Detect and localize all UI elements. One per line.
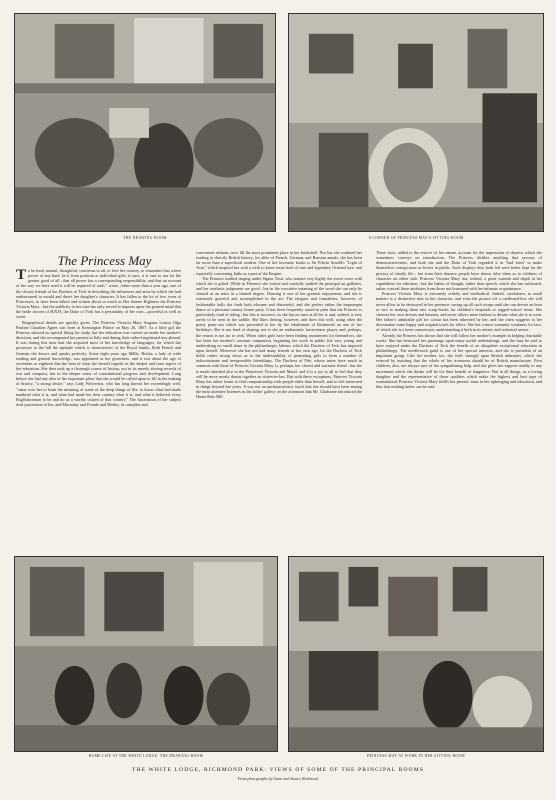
article-column-3 xyxy=(376,250,542,546)
col3-para-2: Princess Victoria Mary is extremely orderly and methodical. Indeed, carefulness in small matters is a distinctive trait in her character, and even the picture off a cardboard-box she will never allow to be destroyed in her presence, saving up all such scraps until she can devote an hour or two to making them into scrap-books for children's hospitals or ragged-school treats. She chooses her own dresses and bonnets, and never allows mere fashion to dictate what she is to wear. Her father's admirable gift for colour has been inherited by her, and she often suggests to her dressmaker some happy and original touch for effect. She has a most womanly weakness for lace, of which she is a keen connoisseur, understanding it both in its artistic and technical senses. xyxy=(376,291,542,333)
caption-princess-at-work: PRINCESS MAY AT WORK IN HER SITTING-ROOM xyxy=(366,754,466,758)
photo-sitting-room-corner xyxy=(288,13,544,232)
caption-drawing-room: THE DRAWING-ROOM xyxy=(123,236,167,240)
caption-sitting-room-corner: A CORNER OF PRINCESS MAY'S SITTING-ROOM xyxy=(368,236,464,240)
home-life-engraving xyxy=(15,557,277,751)
photo-drawing-room xyxy=(14,13,276,232)
page-bottom-subtitle: From photographs by Gunn and Stuart, Richmond xyxy=(237,776,319,781)
col2-para-2: The Princess studied singing under Signor Tosti, who trained very highly the sweet voice with which she is gifted. While in Florence she visited and carefully studied the principal art galleries, and her aesthetic judgments are good ; but in the executive meaning of the word she can only be classed as an artist in a limited degree. Dancing is one of her greatest enjoyments, and she is extremely graceful and accomplished in the art. The fatigues and formalities, however, of fashionable balls she finds both irksome and distasteful, and she prefers rather the impromptu dance of a pleasant country house party. It has been frequently stated in print that the Princess is particularly fond of riding ; but this is incorrect, as she has no taste at all for it, and, indeed, is very rarely to be seen in the saddle. She likes driving, however, and does this well, using often the pretty pony-cart which was presented to her by the inhabitants of Richmond on one of her birthdays. She is not fond of skating, nor is she an enthusiastic lawn-tennis player, and, perhaps, the reason is not far to seek. When other girls have been finding amusement for themselves, she has been her mother's constant companion, beginning her work in public life very young and undertaking no small share in the philanthropic labours which the Duchess of Teck has imposed upon herself. Moreover she has not had many friends of her own age, for the Duchess of Teck holds rather strong views as to the undesirability of permitting girls to form a number of indiscriminate and irresponsible friendships. The Duchess of Fife, whose tastes have much in common with those of Princess Victoria Mary, is, perhaps, her closest and warmest friend ; but she is much attached also to the Princesses Victoria and Maud, and it is a joy to all to feel that they will be more nearly drawn together as sisters-in-law. But with these exceptions, Princess Victoria Mary has rather learnt to find companionship with people older than herself, and to feel interested in things beyond her years. It was not an uncharacteristic touch that she should have been among the most attentive listeners in the ladies' gallery on the afternoon that Mr. Gladstone introduced the Home Rule Bill. xyxy=(196,275,362,400)
caption-home-life: HOME LIFE AT THE WHITE LODGE: THE DRAWING-ROOM xyxy=(88,754,204,758)
photo-princess-at-work xyxy=(288,556,544,752)
col1-para-1: o be kind, natural, thoughtful, courteous to all, to love her country, to remember that where power of any kind, be it from position or individual gifts, is ours, it is ours to use for the greater good of all ; that all power has a corresponding responsibility, and that an account of the way we have used it will be required of such," wrote, rather more than a year ago, one of the closest friends of the Duchess of Teck in describing the influences and aims by which she had endeavoured to mould and direct her daughter's character. It has fallen to the lot of few, even of Princesses, to have been talked and written about so much as Her Serene Highness the Princess Victoria Mary : but the publicity in her case has only served to impress upon the general mind that the bride chosen of H.R.H. the Duke of York has a personality of her own—powerful as well as sweet. xyxy=(16,268,181,320)
princess-at-work-engraving xyxy=(289,557,543,751)
article-column-1 xyxy=(16,268,181,546)
page-bottom-title: THE WHITE LODGE, RICHMOND PARK: VIEWS OF SOME OF THE PRINCIPAL ROOMS xyxy=(131,767,425,773)
col3-para-3: Already the Princess has shown that she will follow her mother's example in helping charitable works. She has bestowed her patronage upon many useful undertakings, and she may be said to have enjoyed under the Duchess of Teck the benefit of an altogether exceptional education in philanthropy. The needlework guild is one of her special interests, and she is president of an important group. Like her mother, too, she feels strongly upon British industries, which she evinced by insisting that the whole of her trousseau should be of British manufacture. Poor children, also, are always sure of her sympathising help, and she gives her support readily to any movement which she thinks will be for their benefit or happiness. But in all things, as a loving daughter and the representative of those qualities which make the highest and best type of womanhood, Princess Victoria Mary fulfils her parents' aims in her upbringing and education, and thus that nothing better can be said. xyxy=(376,332,542,390)
article-column-2 xyxy=(196,250,362,546)
drop-cap: T xyxy=(16,268,27,283)
drawing-room-engraving xyxy=(15,14,275,231)
col3-para-1: These facts, added to the reserve of her nature, account for the impression of shyness which she sometimes conveys on introduction. The Princess dislikes anything that savours of demonstrativeness, and both she and the Duke of York regarded it as "bad form" to make themselves conspicuous as lovers in public. Such displays they both felt were better kept for the privacy of family life ; but from their absence people have drawn false ideas as to coldness of character on either side. Princess Victoria Mary has, indeed, a great warmth and depth in her capabilities for affection ; but the habits of thought, rather than speech, which she has cultivated, rather conceal these attributes from those not honoured with her intimate acquaintance. xyxy=(376,250,542,292)
photo-home-life xyxy=(14,556,278,752)
col1-para-2: Biographical details are quickly given. The Princess Victoria Mary Augusta Louisa Olga Pauline Claudine Agnes was born at Kensington Palace on May 26, 1867. As a little girl the Princess showed no special liking for study, but her education was carried on under her mother's direction, and she accompanied her parents to Italy and during their rather lengthened stay abroad. It was during this time that she acquired most of her knowledge of languages, for which she possesses to the full the aptitude which is characteristic of the Royal family. Both French and German she knows and speaks perfectly. Some eight years ago Mdlle. Bricka, a lady of wide reading and general knowledge, was appointed as her governess, and it was about the age of seventeen or eighteen that the bent of what she herself regards as the deeper and truer aspect of her education. She then took up a thorough course of history, not in its merely stirring records of war and conquest, but in the deeper sense of constitutional progress and development. Long before she had any idea of the important place that she would be called upon to fill in the making of history, "a strong desire," says Lady Wolverton, who has long known her exceedingly well, "came over her to learn the meaning of some of the deep things of life, to know what had made mankind what it is, and what had made her dear country what it is, and what it behoved every Englishwoman to be and do as a worthy citizen of that country." The fascination of her subject took possession of her, and Macaulay and Froude and Motley, in complete and xyxy=(16,319,181,408)
article-title: The Princess May xyxy=(57,253,152,268)
col2-para-1: convenient editions, now fill the most prominent place in her bookshelf. Nor has she confined her reading to directly British history, for alike of French, German, and Russian annals, she has been far more than a superficial student. One of her favourite books is Sir Edwin Arnold's "Light of Asia," which inspired her with a wish to know more both of true and legendary Oriental lore, and especially concerning India as a part of the Empire. xyxy=(196,250,362,276)
sitting-room-engraving xyxy=(289,14,543,231)
